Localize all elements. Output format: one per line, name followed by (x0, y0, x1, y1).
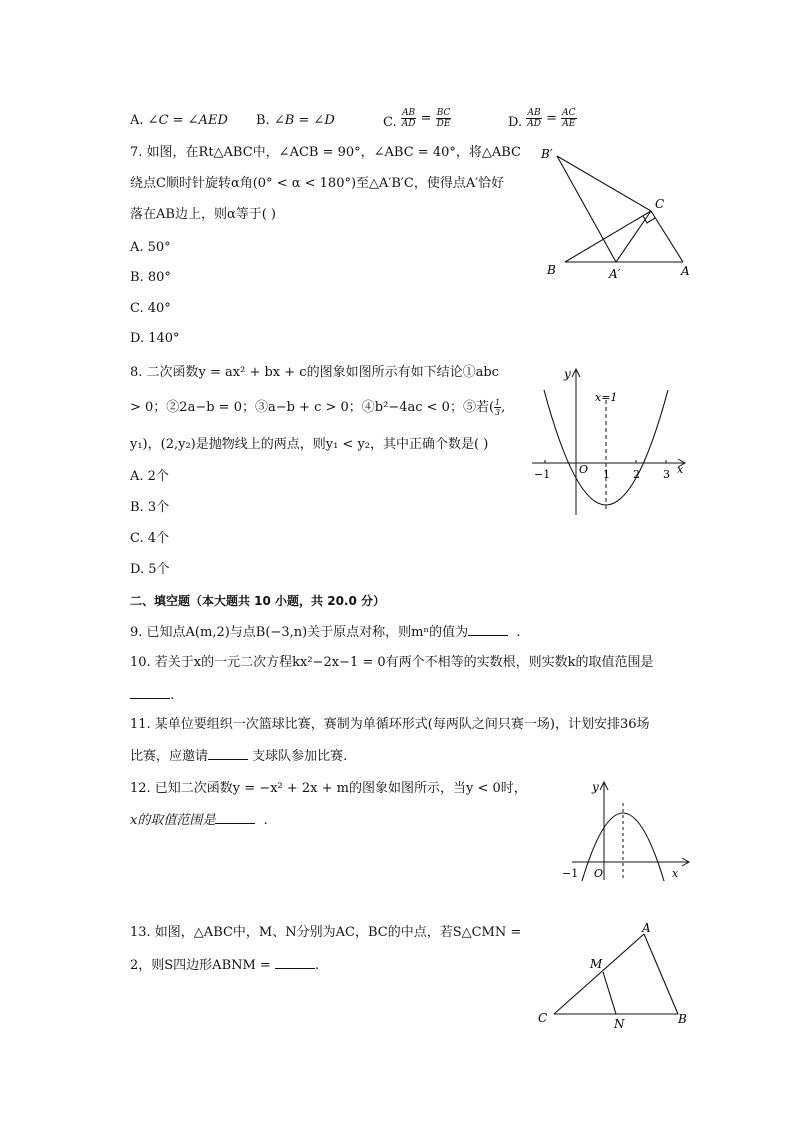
q13-label-b: B (678, 1012, 687, 1026)
q8-label-2: 2 (633, 468, 640, 481)
q8-label-x: x (677, 463, 684, 476)
q10-line1: 10. 若关于x的一元二次方程kx²−2x−1 = 0有两个不相等的实数根，则实数k的取值范围是 (130, 655, 654, 670)
q8-option-d: D. 5个 (130, 562, 170, 577)
q13-answer-blank[interactable] (275, 956, 315, 969)
q7-triangle-figure (535, 140, 705, 280)
q7-label-b: B (547, 263, 556, 277)
q12-line2: x的取值范围是 . (130, 813, 268, 828)
q8-line2: > 0；②2a−b = 0；③a−b + c > 0；④b²−4ac < 0；⑤若( $\frac{1}{3}$ , (130, 398, 506, 417)
q13-label-a: A (642, 921, 651, 935)
q13-triangle-figure (530, 918, 700, 1033)
q8-line3: y₁)，(2,y₂)是抛物线上的两点，则y₁ < y₂，其中正确个数是( ) (130, 437, 489, 452)
q13-line1: 13. 如图，△ABC中，M、N分别为AC，BC的中点，若S△CMN = (130, 925, 522, 940)
q6-option-b: B. ∠B = ∠D (256, 113, 335, 128)
q8-label-1: 1 (603, 468, 610, 481)
q6-option-c: C. $\frac{AB}{AD}$ = $\frac{BC}{DE}$ (383, 108, 451, 130)
q6-options (130, 108, 590, 132)
q12-label-origin: O (594, 867, 604, 880)
q12-parabola-figure (560, 775, 700, 885)
q7-option-b: B. 80° (130, 270, 171, 285)
q8-label-axis: x=1 (595, 391, 618, 404)
q7-line1: 7. 如图，在Rt△ABC中，∠ACB = 90°，∠ABC = 40°，将△ABC (130, 145, 522, 160)
q11-line2: 比赛，应邀请 支球队参加比赛. (130, 749, 348, 764)
q8-label-origin: O (579, 463, 589, 476)
q9-answer-blank[interactable] (468, 623, 508, 636)
q11-line1: 11. 某单位要组织一次篮球比赛，赛制为单循环形式(每两队之间只赛一场)，计划安排36场 (130, 717, 650, 732)
q12-answer-blank[interactable] (215, 811, 255, 824)
q13-label-m: M (590, 957, 603, 971)
q7-label-aprime: A′ (609, 267, 621, 280)
q7-line3: 落在AB边上，则α等于( ) (130, 207, 276, 222)
q8-option-a: A. 2个 (130, 469, 169, 484)
q10-answer-blank[interactable] (130, 686, 170, 699)
q8-label-3: 3 (663, 468, 670, 481)
q7-label-bprime: B′ (541, 147, 553, 161)
q6-option-a: A. ∠C = ∠AED (130, 113, 228, 128)
q12-label-y: y (592, 780, 599, 794)
q10-line2: . (130, 686, 174, 705)
section-fill-in-title: 二、填空题（本大题共 10 小题，共 20.0 分） (130, 594, 386, 608)
q13-line2: 2，则S四边形ABNM = . (130, 958, 320, 973)
q7-option-d: D. 140° (130, 331, 180, 346)
q8-label-neg1: −1 (534, 468, 551, 481)
q9-line: 9. 已知点A(m,2)与点B(−3,n)关于原点对称，则mⁿ的值为 . (130, 625, 521, 640)
q7-label-a: A (681, 264, 690, 278)
q11-answer-blank[interactable] (208, 747, 248, 760)
q8-option-b: B. 3个 (130, 500, 170, 515)
q13-label-n: N (614, 1017, 625, 1031)
q12-label-x: x (672, 867, 679, 880)
q7-option-a: A. 50° (130, 240, 171, 255)
q12-label-neg1: −1 (562, 867, 579, 880)
q6-option-d: D. $\frac{AB}{AD}$ = $\frac{AC}{AE}$ (508, 108, 576, 130)
q7-line2: 绕点C顺时针旋转α角(0° < α < 180°)至△A′B′C，使得点A′恰好 (130, 176, 505, 191)
q7-label-c: C (655, 197, 665, 211)
q12-line1: 12. 已知二次函数y = −x² + 2x + m的图象如图所示，当y < 0时， (130, 781, 527, 796)
q8-option-c: C. 4个 (130, 531, 170, 546)
q8-parabola-figure (528, 360, 700, 520)
q7-option-c: C. 40° (130, 301, 171, 316)
q13-label-c: C (538, 1011, 548, 1025)
q8-line1: 8. 二次函数y = ax² + bx + c的图象如图所示有如下结论①abc (130, 365, 499, 380)
q8-label-y: y (564, 367, 571, 381)
